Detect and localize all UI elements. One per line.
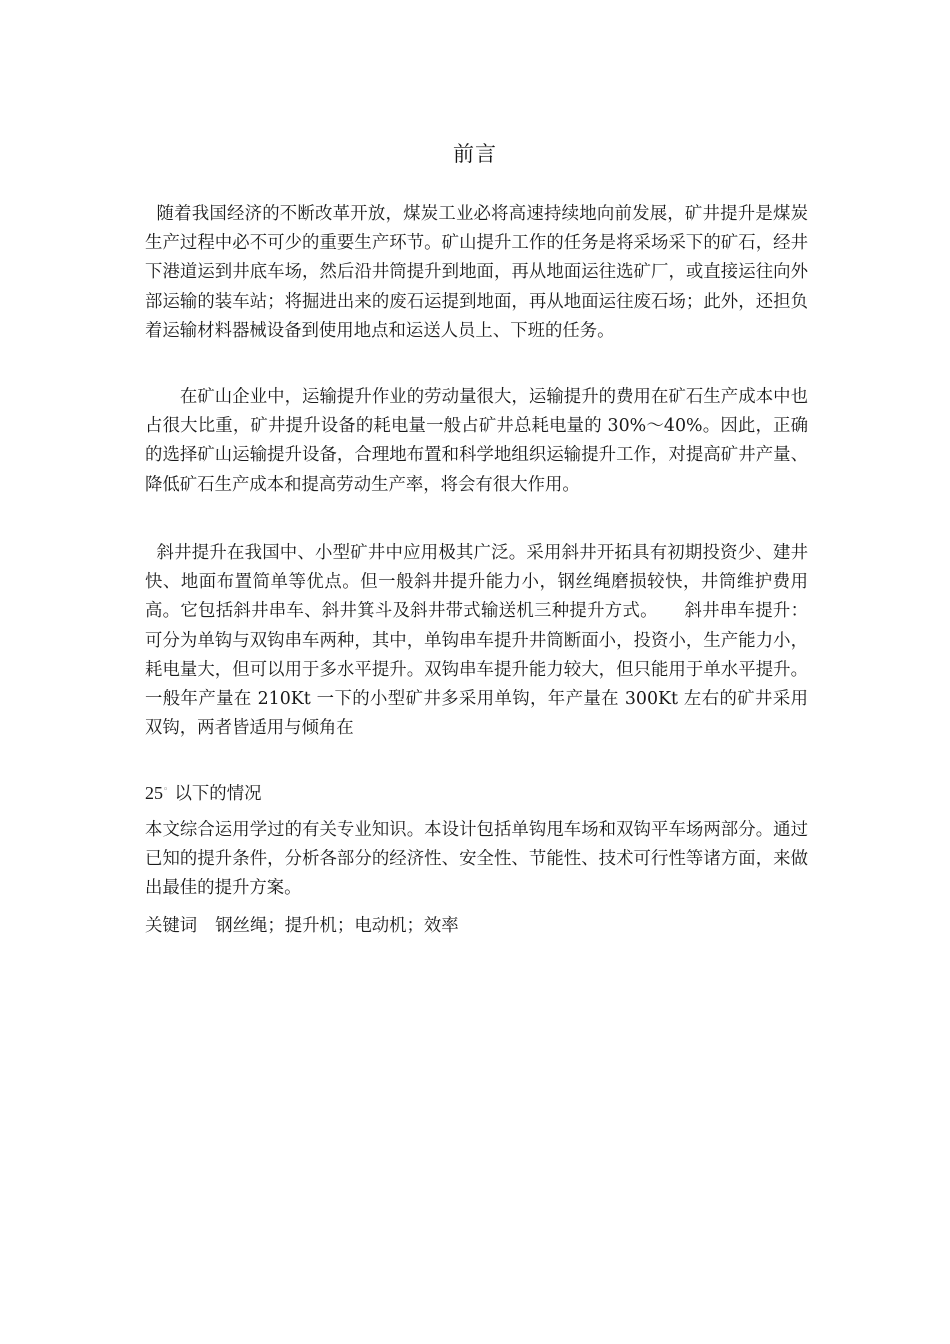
- keywords-list: 钢丝绳；提升机；电动机；效率: [215, 916, 459, 936]
- paragraph-text: 本文综合运用学过的有关专业知识。本设计包括单钩甩车场和双钩平车场两部分。通过已知的提升条件，分析各部分的经济性、安全性、节能性、技术可行性等诸方面，来做出最佳的提升方案。: [145, 820, 808, 899]
- angle-suffix: 以下的情况: [169, 784, 262, 804]
- paragraph-summary: [145, 816, 808, 904]
- paragraph-intro: [145, 200, 808, 346]
- paragraph-text: 在矿山企业中，运输提升作业的劳动量很大，运输提升的费用在矿石生产成本中也占很大比重，矿井提升设备的耗电量一般占矿井总耗电量的 30%～40%。因此，正确的选择矿山运输提升设备，合理地布置和科学地组织运输提升工作，对提高矿井产量、降低矿石生产成本和提高劳动生产率，将会有很大作用。: [145, 387, 808, 495]
- paragraph-cost: [145, 383, 808, 500]
- page-title: 前言: [453, 142, 497, 166]
- paragraph-incline-hoisting: [145, 539, 808, 743]
- keywords-row: [145, 912, 808, 941]
- paragraph-text: 随着我国经济的不断改革开放，煤炭工业必将高速持续地向前发展，矿井提升是煤炭生产过程中必不可少的重要生产环节。矿山提升工作的任务是将采场采下的矿石，经井下港道运到井底车场，然后沿井筒提升到地面，再从地面运往选矿厂，或直接运往向外部运输的装车站；将掘进出来的废石运提到地面，再从地面运往废石场；此外，还担负着运输材料器械设备到使用地点和运送人员上、下班的任务。: [145, 204, 808, 341]
- keywords-line: [145, 912, 808, 941]
- degree-mark-icon: ◦: [163, 785, 169, 796]
- paragraph-text: 斜井提升在我国中、小型矿井中应用极其广泛。采用斜井开拓具有初期投资少、建井快、地面布置简单等优点。但一般斜井提升能力小，钢丝绳磨损较快，井筒维护费用高。它包括斜井串车、斜井箕斗及斜井带式输送机三种提升方式。 斜井串车提升：可分为单钩与双钩串车两种，其中，单钩串车提升井筒断面小，投资小，生产能力小，耗电量大，但可以用于多水平提升。双钩串车提升能力较大，但只能用于单水平提升。一般年产量在 210Kt 一下的小型矿井多采用单钩，年产量在 300Kt 左右的矿井采用双钩，两者皆适用与倾角在: [145, 543, 808, 739]
- angle-line: [145, 779, 808, 809]
- angle-value: 25: [145, 783, 163, 803]
- paragraph-angle-line: [145, 779, 808, 809]
- keywords-label: 关键词: [145, 916, 198, 936]
